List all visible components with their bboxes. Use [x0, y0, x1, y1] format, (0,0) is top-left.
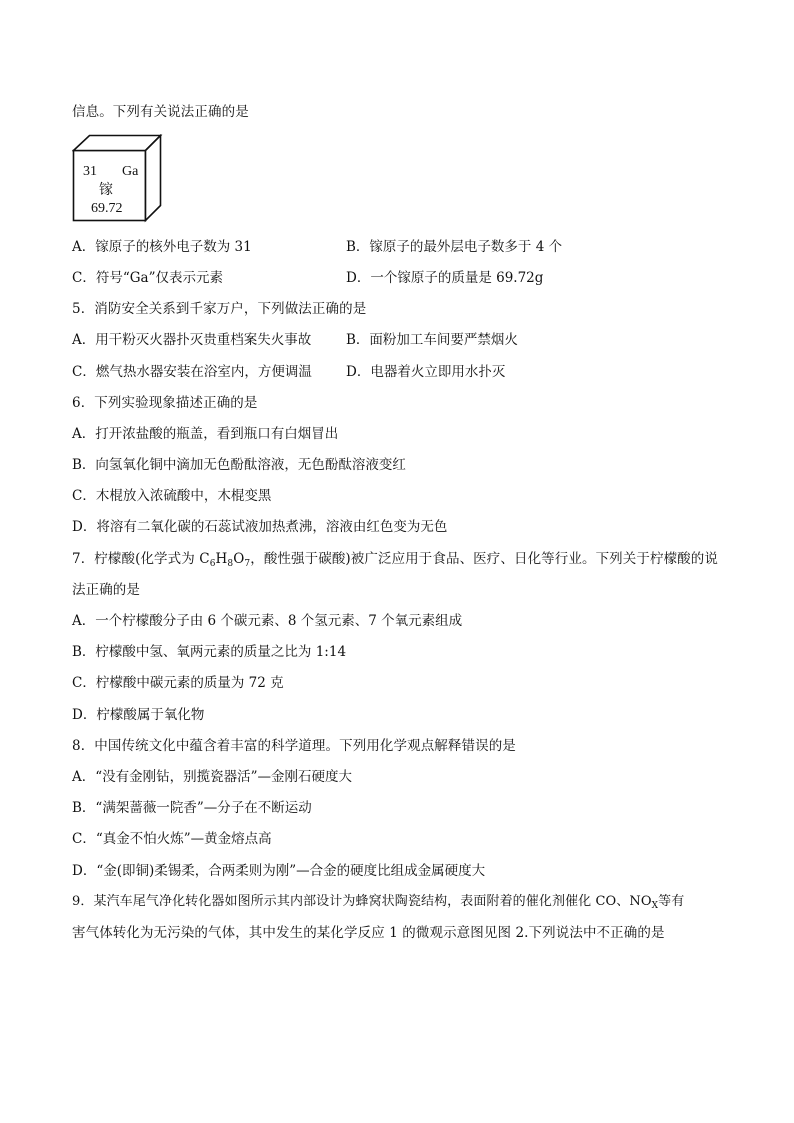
- q4-option-a: A．镓原子的核外电子数为 31: [72, 239, 252, 255]
- q5-option-a: A．用干粉灭火器扑灭贵重档案失火事故: [72, 332, 312, 348]
- gallium-element-card: [72, 134, 172, 224]
- q5-option-d: D．电器着火立即用水扑灭: [346, 364, 506, 380]
- q9-sub-x: X: [651, 901, 659, 911]
- q7-sub-carbon: 6: [209, 559, 216, 569]
- q5-stem: 5．消防安全关系到千家万户，下列做法正确的是: [72, 301, 367, 317]
- q7-option-d: D．柠檬酸属于氧化物: [72, 707, 205, 723]
- q7-stem-text-3: O: [233, 551, 245, 567]
- q7-stem-line2: 法正确的是: [72, 582, 140, 598]
- q7-sub-hydrogen: 8: [227, 559, 234, 569]
- q8-stem: 8．中国传统文化中蕴含着丰富的科学道理。下列用化学观点解释错误的是: [72, 738, 516, 754]
- q9-stem-text-1: 9．某汽车尾气净化转化器如图所示其内部设计为蜂窝状陶瓷结构，表面附着的催化剂催化 CO、NO: [72, 894, 652, 909]
- q5-option-b: B．面粉加工车间要严禁烟火: [346, 332, 518, 348]
- q8-option-d: D．“金(即铜)柔锡柔，合两柔则为刚”—合金的硬度比组成金属硬度大: [72, 863, 486, 879]
- q4-option-b: B．镓原子的最外层电子数多于 4 个: [346, 239, 563, 255]
- atomic-number: 31: [83, 164, 97, 179]
- atomic-mass: 69.72: [91, 201, 123, 216]
- q6-option-b: B．向氢氧化铜中滴加无色酚酞溶液，无色酚酞溶液变红: [72, 457, 406, 473]
- intro-line: 信息。下列有关说法正确的是: [72, 104, 249, 120]
- q7-option-b: B．柠檬酸中氢、氧两元素的质量之比为 1:14: [72, 644, 347, 660]
- element-symbol: Ga: [122, 164, 139, 179]
- q7-stem-text-2: H: [215, 551, 228, 567]
- q4-option-d: D．一个镓原子的质量是 69.72g: [346, 270, 544, 286]
- q7-option-a: A．一个柠檬酸分子由 6 个碳元素、8 个氢元素、7 个氧元素组成: [72, 613, 463, 629]
- q8-option-b: B．“满架蔷薇一院香”—分子在不断运动: [72, 800, 312, 816]
- q7-stem-line1: [72, 549, 718, 569]
- q6-option-a: A．打开浓盐酸的瓶盖，看到瓶口有白烟冒出: [72, 426, 339, 442]
- q9-stem-text-2: 等有: [658, 894, 685, 909]
- q7-sub-oxygen: 7: [244, 559, 251, 569]
- q6-stem: 6．下列实验现象描述正确的是: [72, 395, 258, 411]
- q6-option-d: D．将溶有二氧化碳的石蕊试液加热煮沸，溶液由红色变为无色: [72, 519, 448, 535]
- q9-stem-line2: 害气体转化为无污染的气体，其中发生的某化学反应 1 的微观示意图见图 2.下列说法中不正确的是: [72, 925, 665, 941]
- q7-option-c: C．柠檬酸中碳元素的质量为 72 克: [72, 675, 284, 691]
- q5-option-c: C．燃气热水器安装在浴室内，方便调温: [72, 364, 312, 380]
- q4-option-c: C．符号“Ga”仅表示元素: [72, 270, 223, 286]
- element-name: 镓: [99, 182, 113, 198]
- q8-option-c: C．“真金不怕火炼”—黄金熔点高: [72, 831, 272, 847]
- q7-stem-text-4: ，酸性强于碳酸)被广泛应用于食品、医疗、日化等行业。下列关于柠檬酸的说: [250, 551, 718, 567]
- q6-option-c: C．木棍放入浓硫酸中，木棍变黑: [72, 488, 272, 504]
- q8-option-a: A．“没有金刚钻，别揽瓷器活”—金刚石硬度大: [72, 769, 353, 785]
- q7-stem-text-1: 7．柠檬酸(化学式为 C: [72, 551, 210, 567]
- q9-stem-line1: [72, 892, 684, 912]
